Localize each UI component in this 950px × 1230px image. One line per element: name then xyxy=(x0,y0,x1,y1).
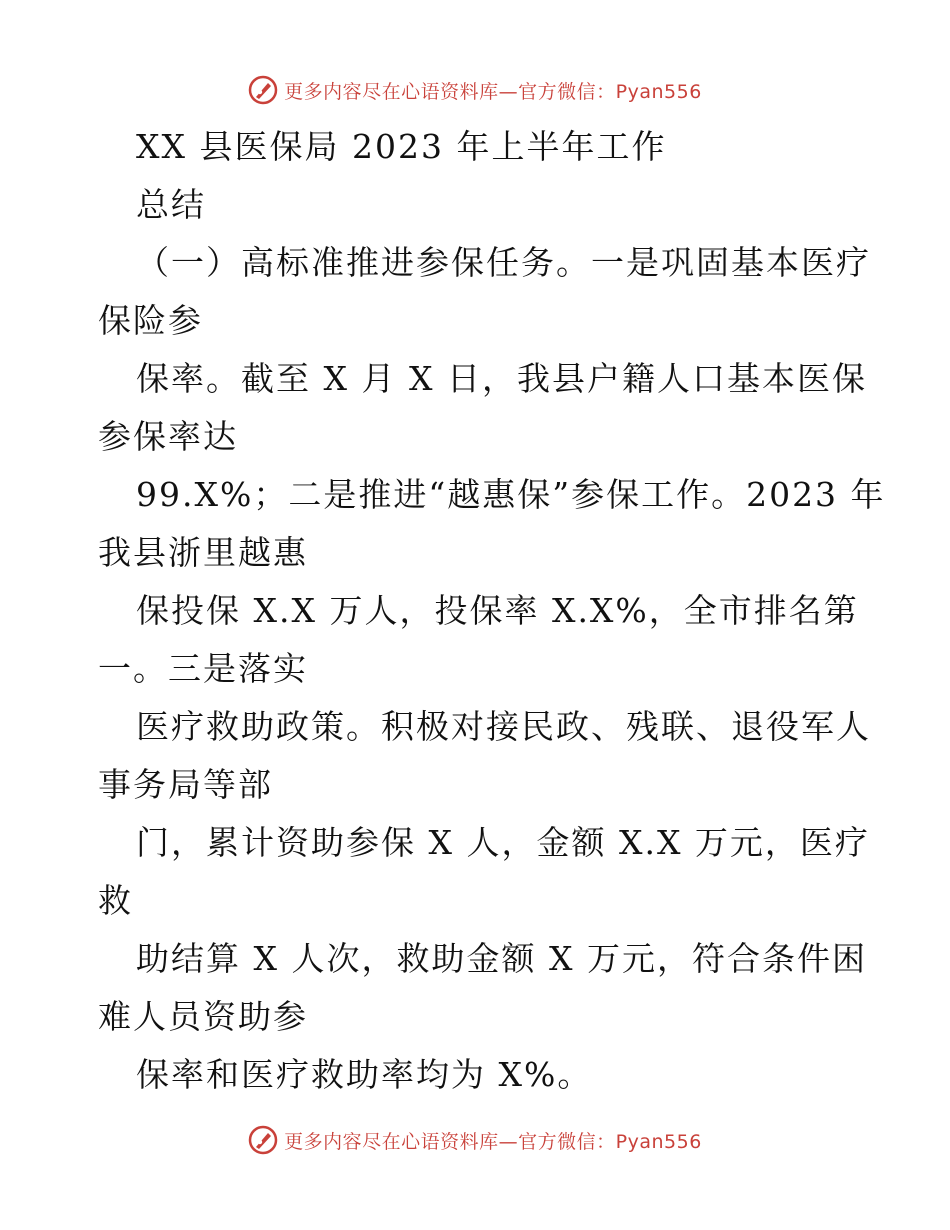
watermark-top xyxy=(0,70,950,110)
text-line: 门，累计资助参保 X 人，金额 X.X 万元，医疗 xyxy=(136,823,870,862)
quill-pen-logo-icon xyxy=(248,1125,278,1155)
text-line: XX 县医保局 2023 年上半年工作 xyxy=(136,127,667,166)
document-body xyxy=(98,118,886,1104)
text-line: （一）高标准推进参保任务。一是巩固基本医疗 xyxy=(136,243,871,282)
text-line: 助结算 X 人次，救助金额 X 万元，符合条件困 xyxy=(136,939,867,978)
text-line: 难人员资助参 xyxy=(98,997,308,1036)
text-line: 保率。截至 X 月 X 日，我县户籍人口基本医保 xyxy=(136,359,867,398)
text-line: 救 xyxy=(98,881,133,920)
watermark-bottom xyxy=(0,1120,950,1160)
text-line: 保投保 X.X 万人，投保率 X.X%，全市排名第 xyxy=(136,591,859,630)
text-line: 一。三是落实 xyxy=(98,649,308,688)
text-line: 保险参 xyxy=(98,301,203,340)
text-line: 99.X%；二是推进“越惠保”参保工作。2023 年 xyxy=(136,475,886,514)
watermark-text: 更多内容尽在心语资料库—官方微信：Pyan556 xyxy=(284,1130,702,1153)
text-line: 我县浙里越惠 xyxy=(98,533,308,572)
text-line: 保率和医疗救助率均为 X%。 xyxy=(136,1055,593,1094)
text-line: 事务局等部 xyxy=(98,765,273,804)
text-line: 总结 xyxy=(136,185,206,224)
watermark-text: 更多内容尽在心语资料库—官方微信：Pyan556 xyxy=(284,80,702,103)
text-line: 医疗救助政策。积极对接民政、残联、退役军人 xyxy=(136,707,871,746)
text-line: 参保率达 xyxy=(98,417,238,456)
quill-pen-logo-icon xyxy=(248,75,278,105)
